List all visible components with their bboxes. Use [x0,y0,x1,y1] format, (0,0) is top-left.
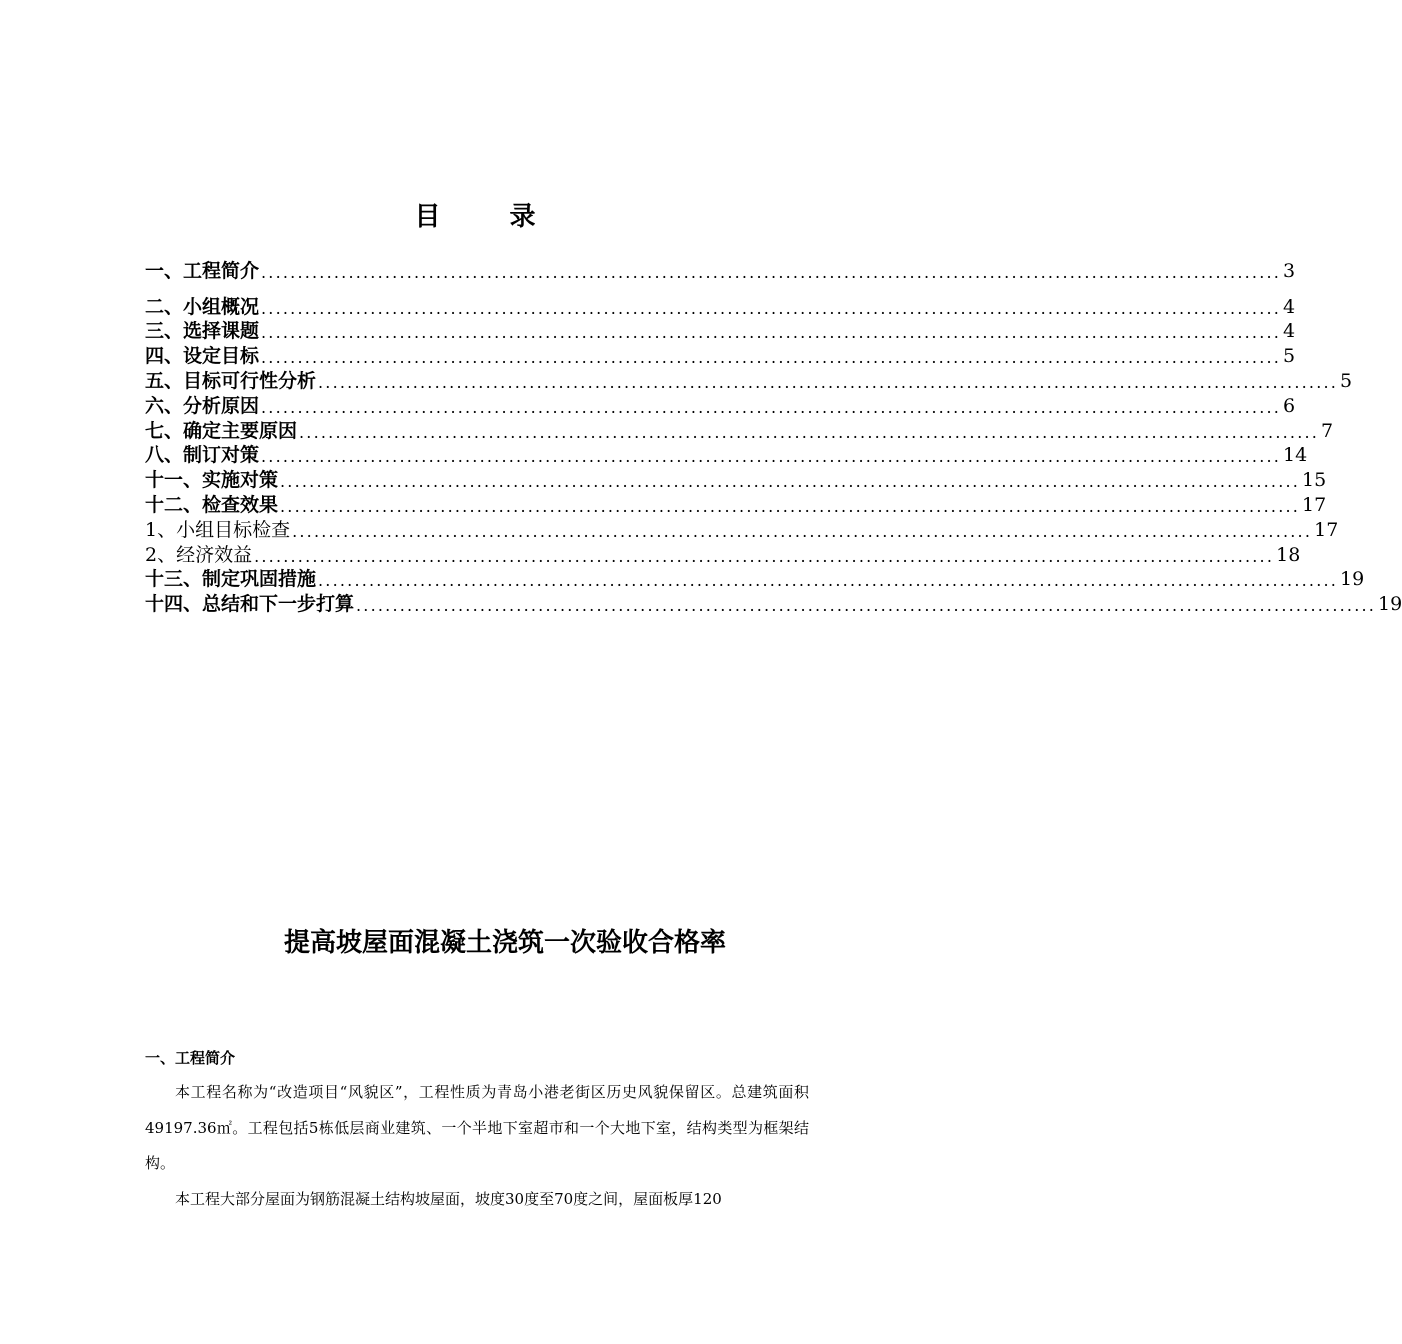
toc-title: 目 录 [414,202,566,232]
toc-leader-dots: ............................................................................................................................................ [299,422,1320,442]
toc-leader-dots: ............................................................................................................................................ [292,521,1313,541]
toc-entry-label: 八、制订对策 [145,444,260,467]
toc-entry-page: 14 [1283,444,1308,467]
toc-entry-page: 4 [1283,320,1296,343]
toc-leader-dots: ............................................................................................................................................ [261,447,1282,467]
toc-leader-dots: ............................................................................................................................................ [261,262,1282,282]
toc-entry-page: 15 [1302,469,1327,492]
toc-entry[interactable] [145,467,1327,492]
section-body [145,1075,809,1217]
toc-entry[interactable] [145,567,1365,592]
body-paragraph: 本工程大部分屋面为钢筋混凝土结构坡屋面，坡度30度至70度之间，屋面板厚120 [175,1189,722,1208]
toc-entry-label: 七、确定主要原因 [145,419,298,442]
toc-entry-page: 5 [1283,345,1296,368]
toc-entry-page: 17 [1314,518,1339,541]
toc-entry-label: 十二、检查效果 [145,493,279,516]
toc-entry-page: 6 [1283,394,1296,417]
toc-entry[interactable] [145,591,1402,616]
toc-entry-label: 三、选择课题 [145,320,260,343]
toc-leader-dots: ............................................................................................................................................ [280,472,1301,492]
toc-entry-page: 18 [1276,543,1301,566]
toc-entry-page: 5 [1340,369,1353,392]
toc-entry-label: 六、分析原因 [145,394,260,417]
toc-entry[interactable] [145,517,1339,542]
toc-entry[interactable] [145,492,1327,517]
section-heading: 一、工程简介 [145,1049,236,1067]
toc-entry-label: 五、目标可行性分析 [145,369,317,392]
toc-entry-page: 7 [1321,419,1334,442]
toc-entry-label: 四、设定目标 [145,345,260,368]
toc-entry-label: 十四、总结和下一步打算 [145,593,355,616]
toc-entry[interactable] [145,542,1301,567]
toc-leader-dots: ............................................................................................................................................ [261,397,1282,417]
toc-entry-label: 2、经济效益 [145,543,253,566]
toc-entry-label: 十三、制定巩固措施 [145,568,317,591]
toc-entry-label: 1、小组目标检查 [145,518,291,541]
toc-entry[interactable] [145,319,1296,344]
toc-leader-dots: ............................................................................................................................................ [261,298,1282,318]
toc-entry-label: 二、小组概况 [145,295,260,318]
toc-entry[interactable] [145,368,1353,393]
toc-leader-dots: ............................................................................................................................................ [254,546,1275,566]
toc-entry-label: 十一、实施对策 [145,469,279,492]
toc-entry-page: 17 [1302,493,1327,516]
toc-leader-dots: ............................................................................................................................................ [261,348,1282,368]
body-paragraph: 本工程名称为“改造项目“风貌区”，工程性质为青岛小港老街区历史风貌保留区。总建筑面积49197.36㎡。工程包括5栋低层商业建筑、一个半地下室超市和一个大地下室，结构类型为框架结构。 [145,1083,809,1172]
toc-entry-page: 3 [1283,259,1296,282]
table-of-contents [145,258,1402,616]
toc-leader-dots: ............................................................................................................................................ [280,496,1301,516]
toc-entry[interactable] [145,418,1334,443]
toc-leader-dots: ............................................................................................................................................ [356,596,1377,616]
toc-entry-page: 19 [1340,568,1365,591]
toc-leader-dots: ............................................................................................................................................ [318,571,1339,591]
toc-entry[interactable] [145,393,1296,418]
toc-leader-dots: ............................................................................................................................................ [318,372,1339,392]
toc-entry-label: 一、工程简介 [145,259,260,282]
toc-entry-page: 4 [1283,295,1296,318]
document-title: 提高坡屋面混凝土浇筑一次验收合格率 [283,928,726,958]
toc-leader-dots: ............................................................................................................................................ [261,323,1282,343]
toc-entry[interactable] [145,443,1308,468]
toc-entry[interactable] [145,294,1296,319]
toc-entry-page: 19 [1378,593,1402,616]
toc-entry[interactable] [145,258,1296,283]
toc-entry[interactable] [145,343,1296,368]
